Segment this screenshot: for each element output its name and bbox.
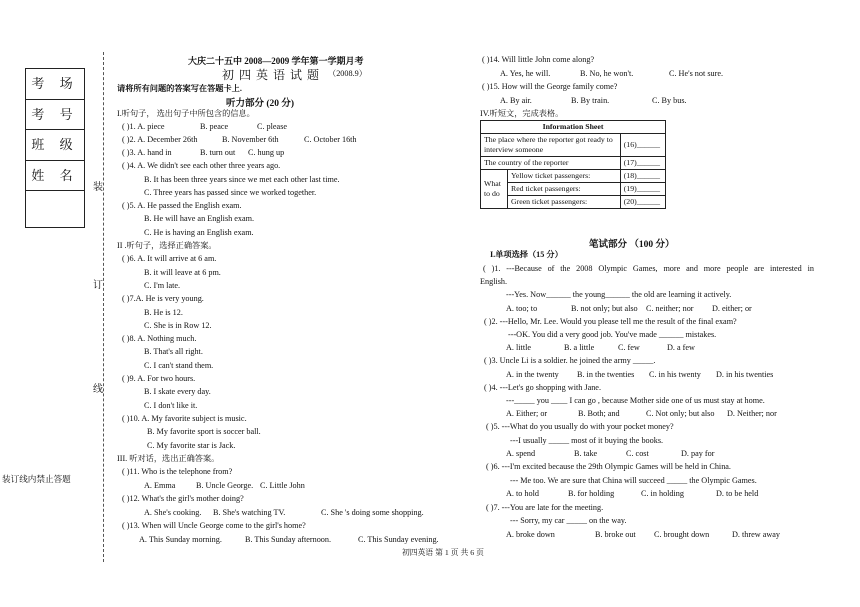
q13-a: A. This Sunday morning. [139, 535, 222, 544]
row3-label: What to do [481, 170, 508, 209]
section4-title: IV.听短文，完成表格。 [480, 109, 564, 118]
w-q5-b: B. take [574, 449, 598, 458]
q5-a: ( )5. A. He passed the English exam. [122, 201, 242, 210]
q11-a: A. Emma [144, 481, 176, 490]
q9-c: C. I don't like it. [144, 401, 198, 410]
q8-c: C. I can't stand them. [144, 361, 214, 370]
section2-title: II .听句子，选择正确答案。 [117, 241, 217, 250]
q14-stem: ( )14. Will little John come along? [482, 55, 595, 64]
q4-c: C. Three years has passed since we worked together. [144, 188, 317, 197]
q9-b: B. I skate every day. [144, 387, 211, 396]
w-q4-b: B. Both; and [578, 409, 620, 418]
w-q4-a: A. Either; or [506, 409, 548, 418]
q1-c: C. please [257, 122, 288, 131]
section3-title: III. 听对话，选出正确答案。 [117, 454, 220, 463]
q5-b: B. He will have an English exam. [144, 214, 255, 223]
w-q3-c: C. in his twenty [649, 370, 701, 379]
table-title: Information Sheet [481, 121, 666, 134]
q3-b: B. turn out [200, 148, 236, 157]
row2-label: The country of the reporter [481, 157, 621, 170]
row1-blank: (16)______ [620, 134, 665, 157]
q2-a: ( )2. A. December 26th [122, 135, 198, 144]
row1-label: The place where the reporter got ready to interview someone [481, 134, 621, 157]
q8-b: B. That's all right. [144, 347, 203, 356]
binding-char-2: 订 [93, 280, 103, 291]
w-q4-line1: ( )4. ---Let's go shopping with Jane. [484, 383, 601, 392]
w-q2-line1: ( )2. ---Hello, Mr. Lee. Would you please tell me the result of the final exam? [484, 317, 737, 326]
w-q1-a: A. too; to [506, 304, 538, 313]
page-footer: 初四英语 第 1 页 共 6 页 [402, 548, 484, 557]
w-q6-d: D. to be held [716, 489, 759, 498]
w-q1-line3: ---Yes. Now______ the young______ the old are learning it actively. [506, 290, 732, 299]
q11-b: B. Uncle George. [196, 481, 254, 490]
w-q4-d: D. Neither; nor [727, 409, 777, 418]
q4-b: B. It has been three years since we met each other last time. [144, 175, 340, 184]
w-q6-a: A. to hold [506, 489, 539, 498]
q10-b: B. My favorite sport is soccer ball. [147, 427, 261, 436]
q9-a: ( )9. A. For two hours. [122, 374, 196, 383]
listening-heading: 听力部分 (20 分) [226, 99, 295, 109]
w-q2-d: D. a few [667, 343, 695, 352]
q11-stem: ( )11. Who is the telephone from? [122, 467, 233, 476]
written-heading: 笔试部分 （100 分） [589, 240, 675, 250]
w-q7-line1: ( )7. ---You are late for the meeting. [486, 503, 604, 512]
exam-number-cell: 考 号 [26, 100, 84, 131]
q7-b: B. He is 12. [144, 308, 183, 317]
q10-a: ( )10. A. My favorite subject is music. [122, 414, 247, 423]
w-q1-line2: English. [480, 277, 508, 286]
q6-c: C. I'm late. [144, 281, 181, 290]
w-q5-a: A. spend [506, 449, 536, 458]
w-q6-line1: ( )6. ---I'm excited because the 29th Olympic Games will be held in China. [486, 462, 731, 471]
binding-char-1: 装 [93, 182, 103, 193]
q11-c: C. Little John [260, 481, 305, 490]
q15-stem: ( )15. How will the George family come? [482, 82, 618, 91]
written-sub: I.单项选择（15 分） [490, 250, 563, 259]
q7-a: ( )7.A. He is very young. [122, 294, 204, 303]
q13-b: B. This Sunday afternoon. [245, 535, 332, 544]
w-q1-c: C. neither; nor [646, 304, 694, 313]
q1-b: B. peace [200, 122, 229, 131]
q13-stem: ( )13. When will Uncle George come to the girl's home? [122, 521, 306, 530]
q6-b: B. it will leave at 6 pm. [144, 268, 221, 277]
w-q3-a: A. in the twenty [506, 370, 559, 379]
q15-c: C. By bus. [652, 96, 687, 105]
q14-a: A. Yes, he will. [500, 69, 551, 78]
row3-yellow-blank: (18)______ [620, 170, 665, 183]
w-q6-c: C. in holding [641, 489, 684, 498]
q8-a: ( )8. A. Nothing much. [122, 334, 197, 343]
w-q7-c: C. brought down [654, 530, 710, 539]
w-q2-line2: ---OK. You did a very good job. You've made ______ mistakes. [508, 330, 717, 339]
row2-blank: (17)______ [620, 157, 665, 170]
w-q3-d: D. in his twenties [716, 370, 774, 379]
w-q3-line1: ( )3. Uncle Li is a soldier. he joined the army _____. [484, 356, 656, 365]
instruction: 请将所有问题的答案写在答题卡上. [117, 84, 242, 93]
row3-yellow: Yellow ticket passengers: [508, 170, 621, 183]
w-q5-line2: ---I usually _____ most of it buying the books. [510, 436, 664, 445]
information-sheet-table [480, 120, 666, 209]
q13-c: C. This Sunday evening. [358, 535, 439, 544]
exam-room-cell: 考 场 [26, 69, 84, 100]
row3-green: Green ticket passengers: [508, 196, 621, 209]
w-q6-b: B. for holding [568, 489, 615, 498]
row3-green-blank: (20)______ [620, 196, 665, 209]
q6-a: ( )6. A. It will arrive at 6 am. [122, 254, 217, 263]
w-q5-c: C. cost [626, 449, 649, 458]
q14-c: C. He's not sure. [669, 69, 724, 78]
w-q2-b: B. a little [564, 343, 595, 352]
w-q7-a: A. broke down [506, 530, 555, 539]
q3-c: C. hung up [248, 148, 285, 157]
q2-b: B. November 6th [222, 135, 279, 144]
section1-title: I.听句子， 选出句子中所包含的信息。 [117, 109, 255, 118]
w-q7-b: B. broke out [595, 530, 636, 539]
blank-cell [26, 191, 84, 222]
w-q1-d: D. either; or [712, 304, 752, 313]
w-q5-d: D. pay for [681, 449, 715, 458]
w-q5-line1: ( )5. ---What do you usually do with your pocket money? [486, 422, 674, 431]
q4-a: ( )4. A. We didn't see each other three years ago. [122, 161, 281, 170]
binding-char-3: 线 [93, 384, 103, 395]
binding-note: 装订线内禁止答题 [2, 474, 71, 484]
exam-date: （2008.9） [328, 69, 367, 78]
q1-a: ( )1. A. piece [122, 122, 165, 131]
w-q1-line1: ( )1. ---Because of the 2008 Olympic Games, more and more people are interested in [483, 264, 814, 273]
q7-c: C. She is in Row 12. [144, 321, 212, 330]
w-q7-d: D. threw away [732, 530, 780, 539]
row3-red-blank: (19)______ [620, 183, 665, 196]
w-q2-c: C. few [618, 343, 640, 352]
row3-red: Red ticket passengers: [508, 183, 621, 196]
q2-c: C. October 16th [304, 135, 357, 144]
w-q3-b: B. in the twenties [577, 370, 635, 379]
w-q4-c: C. Not only; but also [646, 409, 715, 418]
q12-a: A. She's cooking. [144, 508, 202, 517]
q12-c: C. She 's doing some shopping. [321, 508, 424, 517]
class-cell: 班 级 [26, 130, 84, 161]
w-q7-line2: --- Sorry, my car _____ on the way. [510, 516, 627, 525]
school-title: 大庆二十五中 2008—2009 学年第一学期月考 [188, 56, 364, 66]
q3-a: ( )3. A. hand in [122, 148, 172, 157]
q5-c: C. He is having an English exam. [144, 228, 254, 237]
q15-b: B. By train. [571, 96, 610, 105]
w-q4-line2: ---_____ you ____ I can go , because Mother side one of us must stay at home. [506, 396, 765, 405]
exam-title: 初 四 英 语 试 题 [222, 68, 321, 82]
q12-b: B. She's watching TV. [213, 508, 286, 517]
w-q6-line2: --- Me too. We are sure that China will succeed _____ the Olympic Games. [510, 476, 757, 485]
binding-line [103, 52, 104, 562]
w-q2-a: A. little [506, 343, 532, 352]
exam-info-box [25, 68, 85, 228]
q10-c: C. My favorite star is Jack. [147, 441, 236, 450]
q12-stem: ( )12. What's the girl's mother doing? [122, 494, 244, 503]
w-q1-b: B. not only; but also [571, 304, 638, 313]
name-cell: 姓 名 [26, 161, 84, 192]
q15-a: A. By air. [500, 96, 532, 105]
q14-b: B. No, he won't. [580, 69, 634, 78]
